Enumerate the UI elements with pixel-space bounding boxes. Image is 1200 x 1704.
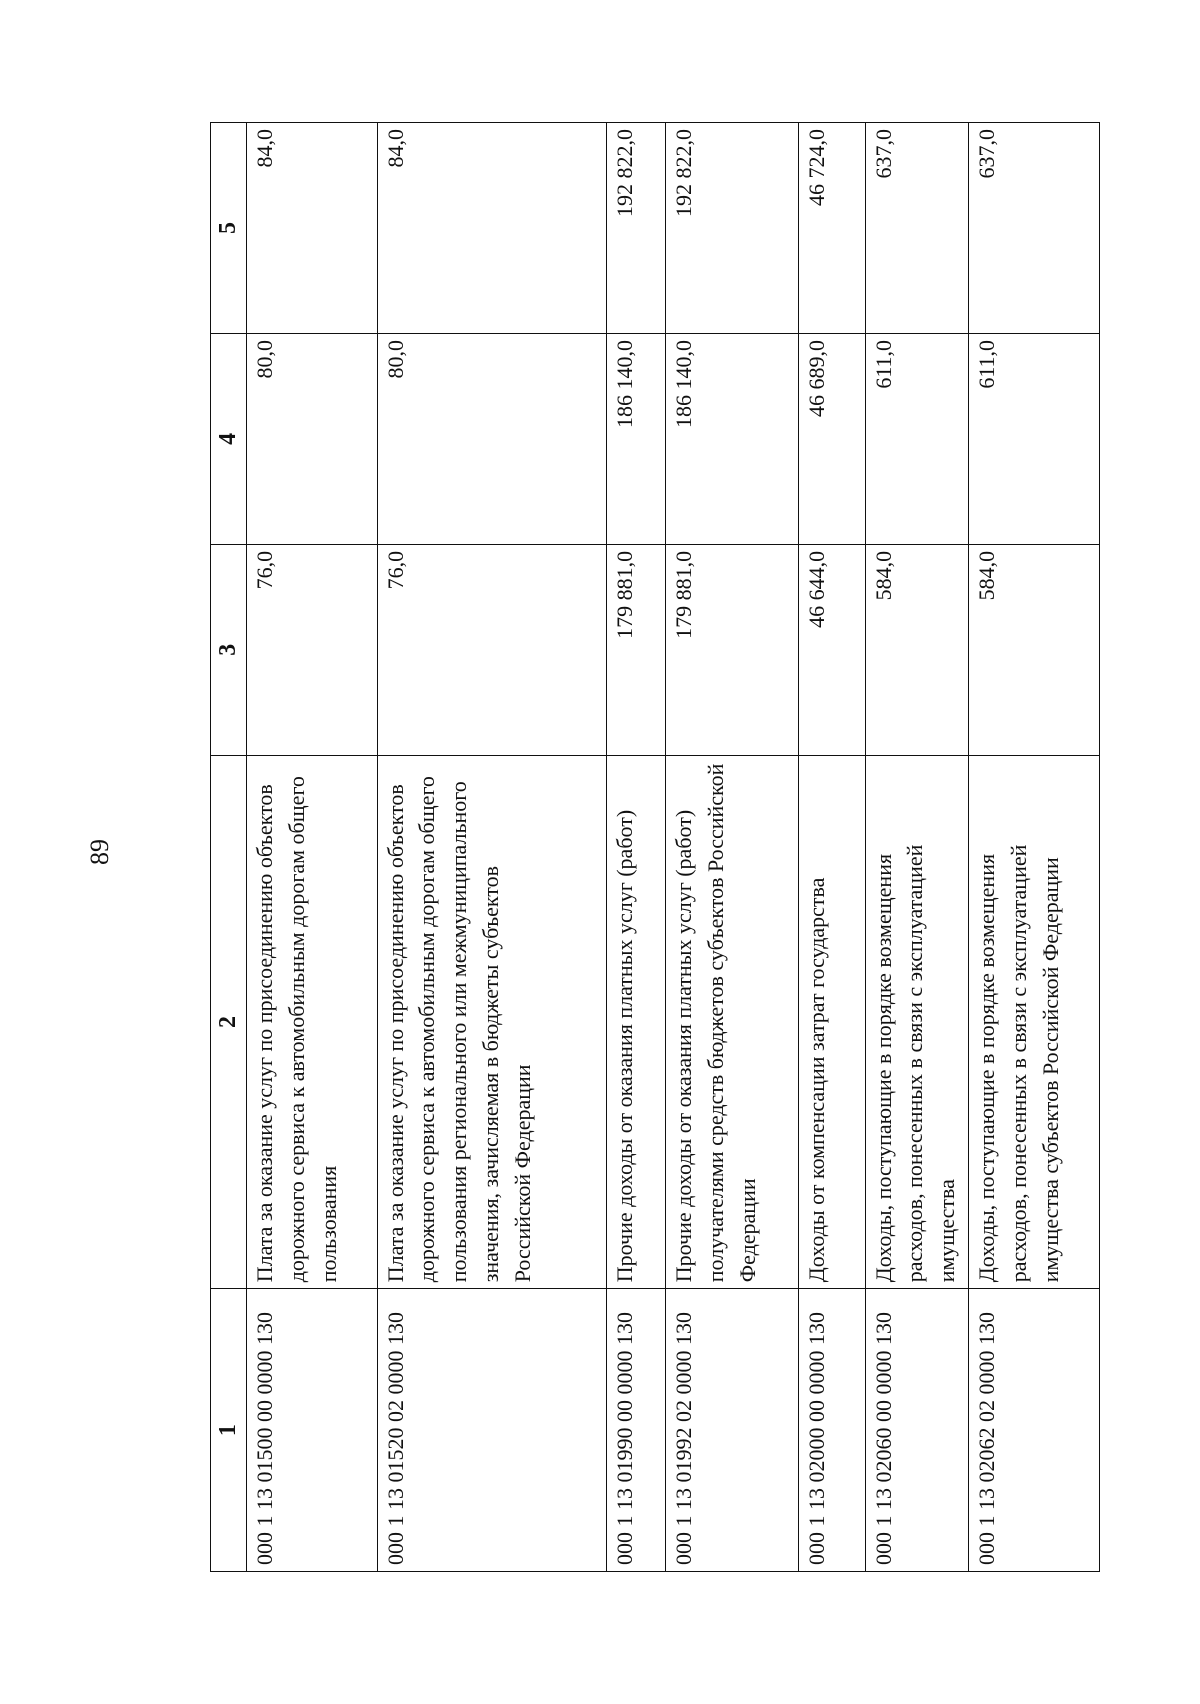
value-col-5-cell: 46 724,0 [798,123,865,334]
header-col-1: 1 [211,1289,247,1572]
budget-code-cell: 000 1 13 02060 00 0000 130 [865,1289,969,1572]
budget-code-cell: 000 1 13 02000 00 0000 130 [798,1289,865,1572]
budget-code-cell: 000 1 13 01520 02 0000 130 [377,1289,607,1572]
budget-code-cell: 000 1 13 01992 02 0000 130 [665,1289,798,1572]
budget-code-cell: 000 1 13 01990 00 0000 130 [607,1289,666,1572]
value-col-5-cell: 637,0 [865,123,969,334]
value-col-4-cell: 186 140,0 [607,333,666,544]
revenue-name-cell: Доходы от компенсации затрат государства [798,755,865,1289]
rotated-table-frame [210,122,1100,1572]
header-col-2: 2 [211,755,247,1289]
value-col-3-cell: 46 644,0 [798,544,865,755]
value-col-5-cell: 192 822,0 [665,123,798,334]
value-col-5-cell: 192 822,0 [607,123,666,334]
value-col-4-cell: 46 689,0 [798,333,865,544]
revenue-name-cell: Доходы, поступающие в порядке возмещения расходов, понесенных в связи с эксплуатацией имущества субъектов Российской Федерации [969,755,1100,1289]
table-row [246,123,377,1572]
table-row [865,123,969,1572]
value-col-4-cell: 80,0 [377,333,607,544]
table-header-row [211,123,247,1572]
page-number: 89 [85,839,114,865]
table-row [969,123,1100,1572]
table-row [665,123,798,1572]
value-col-4-cell: 80,0 [246,333,377,544]
value-col-3-cell: 179 881,0 [665,544,798,755]
table-row [607,123,666,1572]
value-col-3-cell: 179 881,0 [607,544,666,755]
revenue-name-cell: Плата за оказание услуг по присоединению объектов дорожного сервиса к автомобильным дорогам общего пользования регионального или межмуниципального значения, зачисляемая в бюджеты субъектов Российской Федерации [377,755,607,1289]
value-col-4-cell: 611,0 [865,333,969,544]
value-col-5-cell: 84,0 [377,123,607,334]
revenue-table-container [210,122,1100,1572]
revenue-name-cell: Плата за оказание услуг по присоединению объектов дорожного сервиса к автомобильным дорогам общего пользования [246,755,377,1289]
budget-code-cell: 000 1 13 01500 00 0000 130 [246,1289,377,1572]
revenue-name-cell: Доходы, поступающие в порядке возмещения расходов, понесенных в связи с эксплуатацией имущества [865,755,969,1289]
header-col-5: 5 [211,123,247,334]
budget-code-cell: 000 1 13 02062 02 0000 130 [969,1289,1100,1572]
value-col-3-cell: 584,0 [865,544,969,755]
table-row [377,123,607,1572]
revenue-table [210,122,1100,1572]
header-col-4: 4 [211,333,247,544]
header-col-3: 3 [211,544,247,755]
value-col-3-cell: 584,0 [969,544,1100,755]
value-col-4-cell: 611,0 [969,333,1100,544]
revenue-name-cell: Прочие доходы от оказания платных услуг (работ) получателями средств бюджетов субъектов Российской Федерации [665,755,798,1289]
value-col-3-cell: 76,0 [246,544,377,755]
value-col-5-cell: 637,0 [969,123,1100,334]
value-col-5-cell: 84,0 [246,123,377,334]
table-row [798,123,865,1572]
value-col-4-cell: 186 140,0 [665,333,798,544]
value-col-3-cell: 76,0 [377,544,607,755]
revenue-name-cell: Прочие доходы от оказания платных услуг (работ) [607,755,666,1289]
